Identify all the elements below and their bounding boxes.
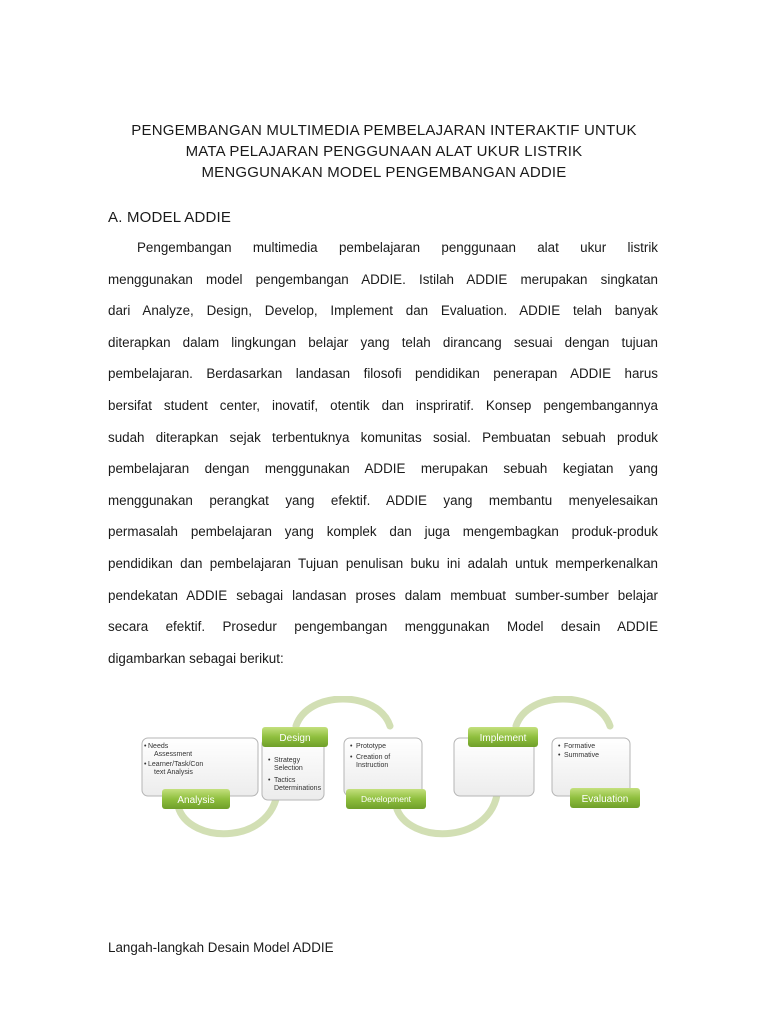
svg-text:•• Formative S: • • Formative Summative	[558, 743, 600, 759]
analysis-item-4: text Analysis	[154, 769, 193, 776]
document-title	[108, 120, 660, 183]
svg-text:•• Strategy Se: • • Strategy Selection Tactics Determinations	[268, 757, 322, 792]
analysis-item-3: Learner/Task/Con	[148, 761, 204, 768]
paragraph-line: secara efektif. Prosedur pengembangan menggunakan Model desain ADDIE	[108, 619, 658, 635]
development-item-1: Prototype	[356, 743, 386, 750]
development-item-3: Instruction	[356, 762, 389, 769]
analysis-item-2: Assessment	[154, 751, 193, 758]
evaluation-item-2: Summative	[564, 752, 600, 759]
arc-implement-evaluation	[516, 699, 610, 726]
paragraph-line: sudah diterapkan sejak terbentuknya komunitas sosial. Pembuatan sebuah produk	[108, 429, 658, 445]
design-item-4: Determinations	[274, 785, 322, 792]
paragraph-line: pendekatan ADDIE sebagai landasan proses dalam membuat sumber-sumber belajar	[108, 587, 658, 603]
paragraph-line: pembelajaran. Berdasarkan landasan filosofi pendidikan penerapan ADDIE harus	[108, 366, 658, 382]
development-label: Development	[360, 794, 412, 804]
paragraph-line: digambarkan sebagai berikut:	[108, 650, 284, 666]
paragraph-line: menggunakan perangkat yang efektif. ADDIE yang membantu menyelesaikan	[108, 492, 658, 508]
svg-text:••: • •	[144, 743, 147, 768]
paragraph-line: bersifat student center, inovatif, otentik dan inspriratif. Konsep pengembangannya	[108, 397, 658, 413]
design-item-3: Tactics	[274, 777, 296, 784]
paragraph-line: permasalah pembelajaran yang komplek dan juga mengembagkan produk-produk	[108, 524, 658, 540]
arc-design-development	[296, 699, 390, 726]
analysis-item-1: Needs	[148, 743, 169, 750]
section-heading: A. MODEL ADDIE	[108, 209, 232, 226]
design-label: Design	[279, 733, 311, 744]
analysis-label: Analysis	[177, 795, 215, 806]
evaluation-label: Evaluation	[581, 794, 629, 805]
paragraph-line: diterapkan dalam lingkungan belajar yang telah dirancang sesuai dengan tujuan	[108, 334, 658, 350]
paragraph-line: pembelajaran dengan menggunakan ADDIE merupakan sebuah kegiatan yang	[108, 461, 658, 477]
paragraph-line: Pengembangan multimedia pembelajaran penggunaan alat ukur listrik	[137, 240, 658, 255]
design-item-1: Strategy	[274, 757, 301, 764]
addie-diagram-svg	[138, 696, 650, 844]
addie-diagram	[138, 696, 650, 844]
design-item-2: Selection	[274, 765, 303, 772]
title-line-3: MENGGUNAKAN MODEL PENGEMBANGAN ADDIE	[201, 164, 567, 181]
paragraph-line: menggunakan model pengembangan ADDIE. Istilah ADDIE merupakan singkatan	[108, 271, 658, 287]
svg-text:•• Prototype C: • • Prototype Creation of Instruction	[350, 743, 391, 769]
paragraph-line: pendidikan dan pembelajaran Tujuan penulisan buku ini adalah untuk memperkenalkan	[108, 555, 658, 571]
implement-label: Implement	[479, 733, 527, 744]
title-line-2: MATA PELAJARAN PENGGUNAAN ALAT UKUR LISTRIK	[185, 143, 583, 160]
diagram-caption: Langah-langkah Desain Model ADDIE	[108, 940, 334, 955]
development-item-2: Creation of	[356, 754, 391, 761]
evaluation-item-1: Formative	[564, 743, 596, 750]
paragraph-line: dari Analyze, Design, Develop, Implement dan Evaluation. ADDIE telah banyak	[108, 303, 658, 319]
body-paragraph	[108, 238, 658, 680]
title-line-1: PENGEMBANGAN MULTIMEDIA PEMBELAJARAN INTERAKTIF UNTUK	[131, 122, 637, 139]
